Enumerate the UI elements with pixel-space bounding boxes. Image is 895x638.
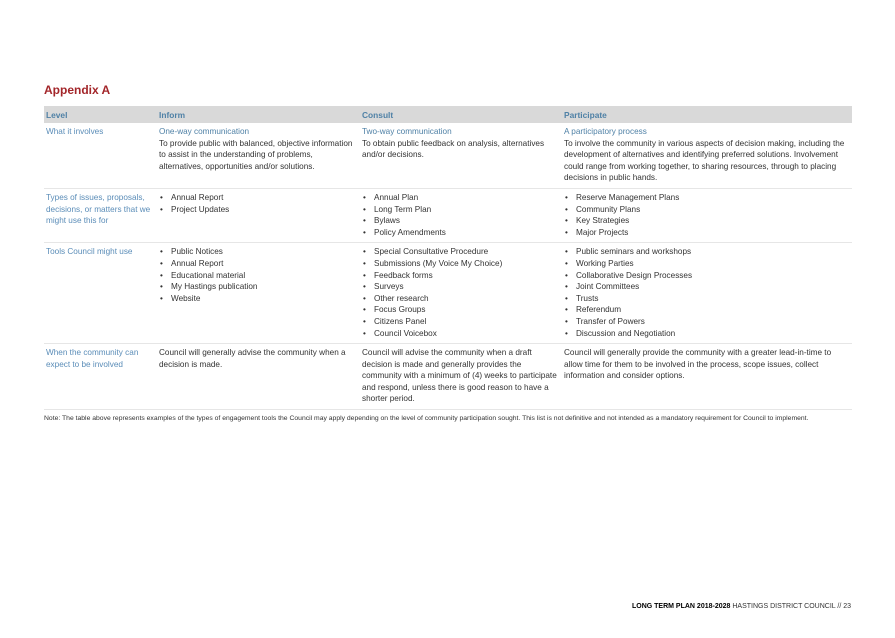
inform-list — [159, 246, 358, 304]
consult-list — [362, 192, 560, 238]
list-item: • Special Consultative Procedure — [362, 246, 560, 258]
header-level: Level — [44, 106, 157, 123]
header-participate: Participate — [562, 106, 852, 123]
participate-subheading: A participatory process — [564, 127, 647, 136]
header-consult: Consult — [360, 106, 562, 123]
consult-list — [362, 246, 560, 339]
list-item: • Referendum — [564, 304, 850, 316]
consult-subheading: Two-way communication — [362, 127, 452, 136]
list-item: • Discussion and Negotiation — [564, 328, 850, 340]
list-item: • Annual Report — [159, 258, 358, 270]
consult-description: To obtain public feedback on analysis, alternatives and/or decisions. — [362, 138, 545, 160]
list-item: • Council Voicebox — [362, 328, 560, 340]
participate-cell — [562, 123, 852, 188]
consult-cell — [360, 243, 562, 344]
inform-description: To provide public with balanced, objective information to assist in the understanding of problems, alternatives, opportunities and/or solutions. — [159, 138, 353, 171]
table-row-when-involved — [44, 344, 852, 410]
table-header-row — [44, 106, 852, 123]
participate-description: To involve the community in various aspects of decision making, including the development of alternatives and identifying preferred solutions. Involvement could range from working together, to sharing resources, through to placing decisions in public hands. — [564, 138, 845, 183]
list-item: • Collaborative Design Processes — [564, 270, 850, 282]
list-item: • Transfer of Powers — [564, 316, 850, 328]
list-item: • Trusts — [564, 293, 850, 305]
participate-cell: Council will generally provide the community with a greater lead-in-time to allow time for them to be involved in the process, scope issues, collect information and consider options. — [562, 344, 852, 410]
inform-list — [159, 192, 358, 215]
row-label: When the community can expect to be involved — [44, 344, 157, 410]
inform-cell — [157, 123, 360, 188]
footer-council-page: HASTINGS DISTRICT COUNCIL // 23 — [732, 603, 851, 610]
footer-plan-title: LONG TERM PLAN 2018-2028 — [631, 603, 731, 610]
list-item: • Annual Plan — [362, 192, 560, 204]
list-item: • Community Plans — [564, 204, 850, 216]
appendix-title: Appendix A — [44, 83, 111, 97]
participate-list — [564, 192, 850, 238]
list-item: • Reserve Management Plans — [564, 192, 850, 204]
table-note: Note: The table above represents examples of the types of engagement tools the Council may apply depending on the level of community participation sought. This list is not definitive and not intended as a mandatory requirement for Council to implement. — [44, 415, 809, 422]
consult-cell — [360, 188, 562, 242]
list-item: • Major Projects — [564, 227, 850, 239]
list-item: • My Hastings publication — [159, 281, 358, 293]
consult-cell: Council will advise the community when a draft decision is made and generally provides the community with a minimum of (4) weeks to participate and respond, unless there is good reason to have a shorter period. — [360, 344, 562, 410]
table-row-types-of-issues — [44, 188, 852, 242]
header-inform: Inform — [157, 106, 360, 123]
list-item: • Submissions (My Voice My Choice) — [362, 258, 560, 270]
participate-cell — [562, 243, 852, 344]
row-label: Tools Council might use — [44, 243, 157, 344]
list-item: • Public Notices — [159, 246, 358, 258]
list-item: • Other research — [362, 293, 560, 305]
list-item: • Bylaws — [362, 215, 560, 227]
list-item: • Joint Committees — [564, 281, 850, 293]
inform-cell: Council will generally advise the community when a decision is made. — [157, 344, 360, 410]
list-item: • Website — [159, 293, 358, 305]
table-row-tools — [44, 243, 852, 344]
participate-list — [564, 246, 850, 339]
list-item: • Working Parties — [564, 258, 850, 270]
engagement-table — [44, 106, 852, 410]
list-item: • Annual Report — [159, 192, 358, 204]
list-item: • Key Strategies — [564, 215, 850, 227]
consult-cell — [360, 123, 562, 188]
list-item: • Public seminars and workshops — [564, 246, 850, 258]
list-item: • Long Term Plan — [362, 204, 560, 216]
table-row-what-it-involves — [44, 123, 852, 188]
inform-cell — [157, 243, 360, 344]
list-item: • Policy Amendments — [362, 227, 560, 239]
inform-cell — [157, 188, 360, 242]
list-item: • Surveys — [362, 281, 560, 293]
page-footer — [632, 603, 851, 610]
participate-cell — [562, 188, 852, 242]
row-label: What it involves — [44, 123, 157, 188]
list-item: • Project Updates — [159, 204, 358, 216]
row-label: Types of issues, proposals, decisions, or matters that we might use this for — [44, 188, 157, 242]
list-item: • Citizens Panel — [362, 316, 560, 328]
list-item: • Educational material — [159, 270, 358, 282]
inform-subheading: One-way communication — [159, 127, 250, 136]
list-item: • Focus Groups — [362, 304, 560, 316]
list-item: • Feedback forms — [362, 270, 560, 282]
